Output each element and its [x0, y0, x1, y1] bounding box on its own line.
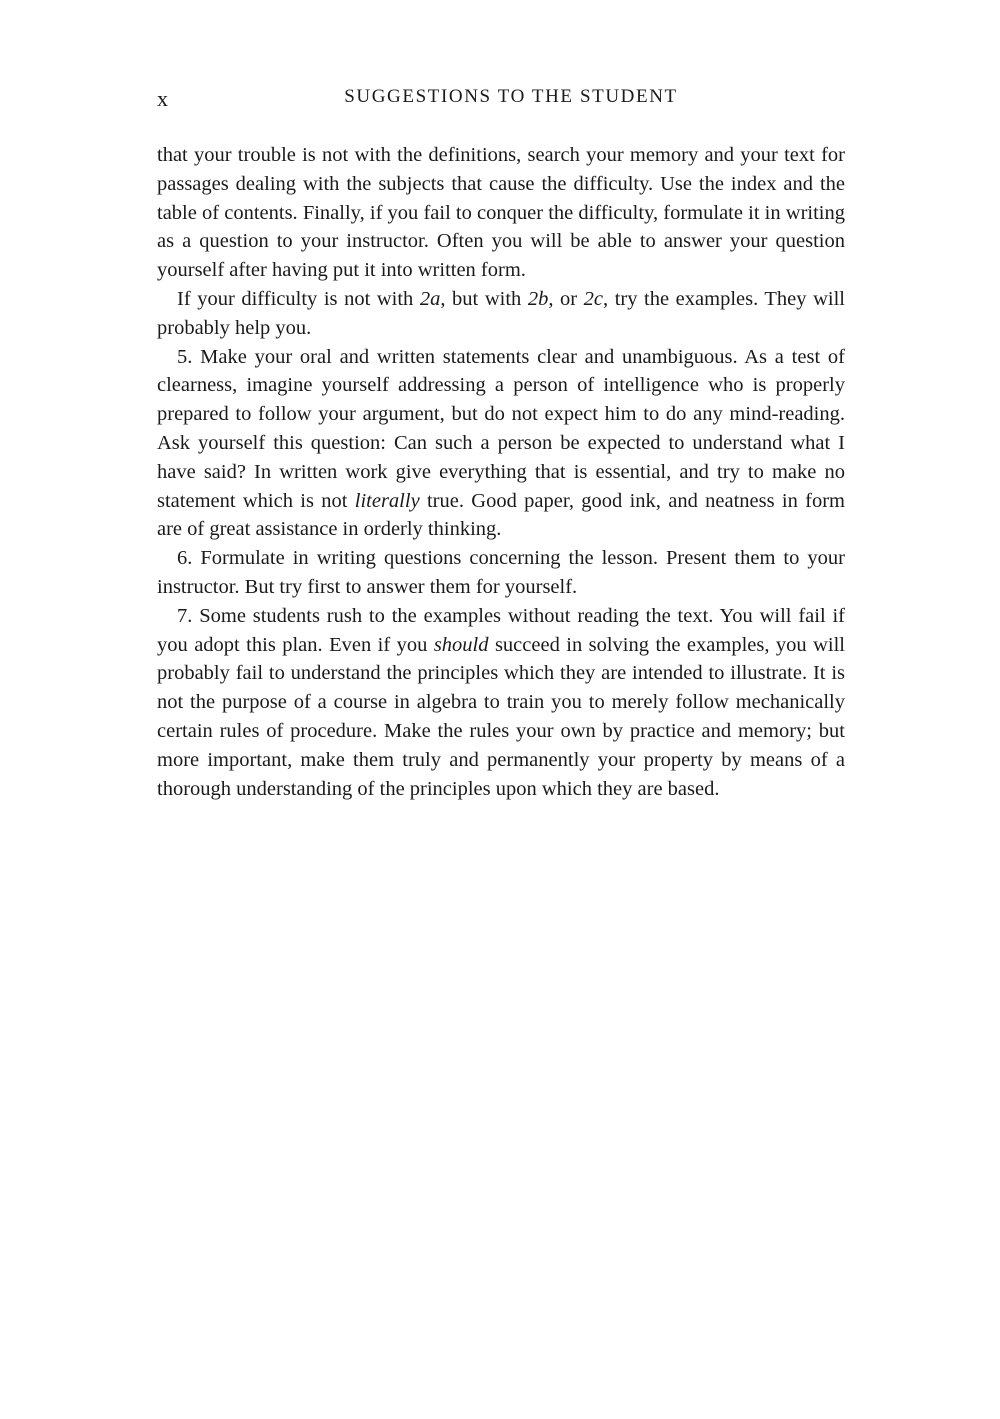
emphasis-should: should: [433, 633, 489, 656]
reference-2a: 2a: [419, 287, 441, 310]
paragraph-item-6: [157, 544, 845, 602]
paragraph-text-end: true. Good paper, good ink, and neatness in form are of great assistance in orderly thinking.: [157, 489, 845, 541]
paragraph-text-start: If your difficulty is not with: [177, 287, 420, 310]
paragraph-text-end: , try the examples. They will probably help you.: [157, 287, 845, 339]
paragraph-text: that your trouble is not with the definitions, search your memory and your text for passages dealing with the subjects that cause the difficulty. Use the index and the table of contents. Finally, if you fail to conquer the difficulty, formulate it in writing as a question to your instructor. Often you will be able to answer your question yourself after having put it into written form.: [157, 144, 845, 282]
paragraph-text-mid: , but with: [440, 287, 528, 310]
reference-2b: 2b: [527, 287, 549, 310]
paragraph-text: 6. Formulate in writing questions concerning the lesson. Present them to your instructor. But try first to answer them for yourself.: [157, 547, 845, 598]
running-head: [157, 86, 845, 116]
paragraph-continuation: [157, 141, 845, 285]
paragraph-item-5: [157, 343, 845, 545]
page-number: x: [157, 86, 169, 111]
emphasis-literally: literally: [354, 489, 420, 512]
running-head-title: SUGGESTIONS TO THE STUDENT: [344, 86, 678, 107]
paragraph-text-start: 7. Some students rush to the examples without reading the text. You will fail if you adopt this plan. Even if you: [157, 604, 845, 656]
reference-2c: 2c: [583, 287, 604, 310]
paragraph-text-mid: , or: [548, 287, 584, 310]
paragraph-text-end: succeed in solving the examples, you will probably fail to understand the principles which they are intended to illustrate. It is not the purpose of a course in algebra to train you to merely follow mechanically certain rules of procedure. Make the rules your own by practice and memory; but more important, make them truly and permanently your property by means of a thorough understanding of the principles upon which they are based.: [157, 633, 845, 800]
body-text: [157, 141, 845, 803]
paragraph-text-start: 5. Make your oral and written statements clear and unambiguous. As a test of clearness, imagine yourself addressing a person of intelligence who is properly prepared to follow your argument, but do not expect him to do any mind-reading. Ask yourself this question: Can such a person be expected to understand what I have said? In written work give everything that is essential, and try to make no statement which is not: [157, 345, 845, 512]
paragraph-item-7: [157, 602, 845, 804]
paragraph-difficulty: [157, 285, 845, 343]
